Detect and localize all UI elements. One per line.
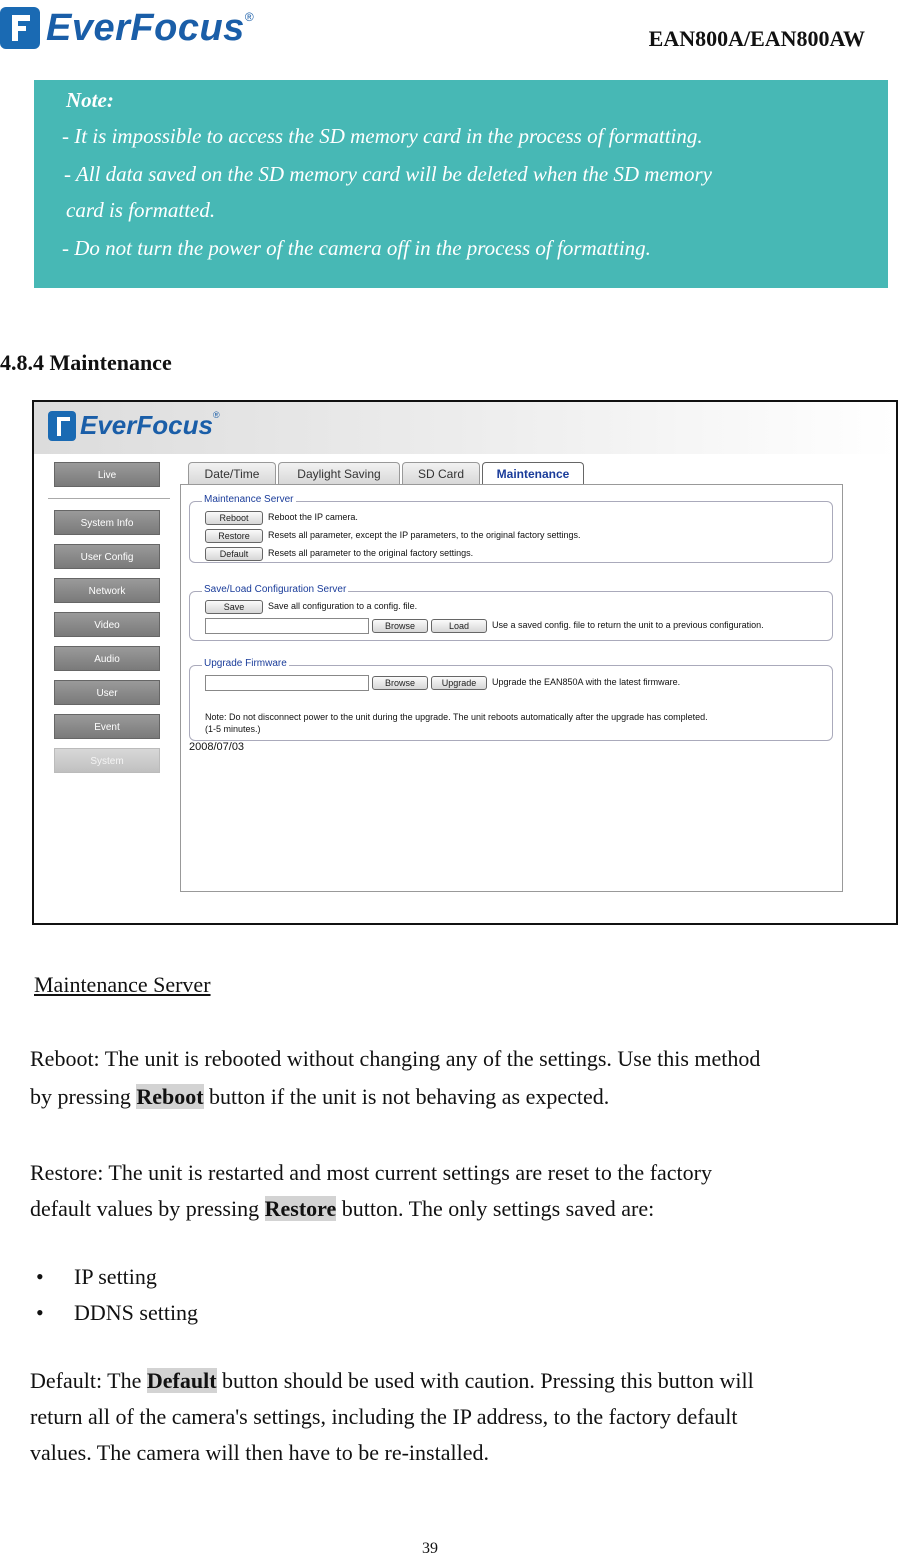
- restore-paragraph-line-1: Restore: The unit is restarted and most current settings are reset to the factory: [30, 1160, 712, 1185]
- save-button[interactable]: Save: [205, 600, 263, 614]
- tab-maintenance[interactable]: Maintenance: [482, 462, 584, 484]
- nav-divider: [48, 498, 170, 499]
- config-server-group: [189, 584, 833, 641]
- restore-button[interactable]: Restore: [205, 529, 263, 543]
- maintenance-server-subheading: Maintenance Server: [34, 972, 211, 997]
- config-file-input[interactable]: [205, 618, 369, 634]
- default-button[interactable]: Default: [205, 547, 263, 561]
- firmware-note: Note: Do not disconnect power to the unit during the upgrade. The unit reboots automatically after the upgrade has completed.: [205, 712, 708, 722]
- firmware-legend: Upgrade Firmware: [204, 658, 287, 669]
- maintenance-server-legend: Maintenance Server: [204, 494, 294, 505]
- screenshot-logo: [48, 410, 220, 441]
- bullet-ip-setting: • IP setting: [36, 1264, 157, 1289]
- firmware-file-input[interactable]: [205, 675, 369, 691]
- save-description: Save all configuration to a config. file.: [268, 601, 418, 611]
- note-title: Note:: [66, 88, 114, 112]
- default-paragraph-line-2: return all of the camera's settings, including the IP address, to the factory default: [30, 1404, 738, 1429]
- section-heading: 4.8.4 Maintenance: [0, 350, 172, 375]
- firmware-browse-button[interactable]: Browse: [372, 676, 428, 690]
- nav-event[interactable]: Event: [54, 714, 160, 739]
- page-number: 39: [422, 1540, 438, 1557]
- bullet-ddns-setting: • DDNS setting: [36, 1300, 199, 1325]
- reboot-paragraph-line-1: Reboot: The unit is rebooted without changing any of the settings. Use this method: [30, 1046, 761, 1071]
- nav-audio[interactable]: Audio: [54, 646, 160, 671]
- note-box: [34, 80, 888, 288]
- restore-paragraph-line-2: default values by pressing Restore button. The only settings saved are:: [30, 1196, 655, 1221]
- firmware-group: [189, 658, 833, 741]
- reboot-paragraph-line-2: by pressing Reboot button if the unit is not behaving as expected.: [30, 1084, 610, 1109]
- load-description: Use a saved config. file to return the unit to a previous configuration.: [492, 620, 764, 630]
- config-server-legend: Save/Load Configuration Server: [204, 584, 347, 595]
- logo-registered-mark: ®: [244, 10, 254, 24]
- screenshot-date: 2008/07/03: [189, 741, 245, 753]
- nav-live[interactable]: Live: [54, 462, 160, 487]
- upgrade-button[interactable]: Upgrade: [431, 676, 487, 690]
- reboot-button[interactable]: Reboot: [205, 511, 263, 525]
- nav-system-info[interactable]: System Info: [54, 510, 160, 535]
- note-line-2a: - All data saved on the SD memory card will be deleted when the SD memory: [64, 162, 712, 186]
- tab-sd-card[interactable]: SD Card: [402, 462, 480, 484]
- reboot-keyword: Reboot: [136, 1084, 204, 1109]
- maintenance-server-group: [189, 494, 833, 563]
- restore-keyword: Restore: [264, 1196, 337, 1221]
- default-paragraph-line-1: Default: The Default button should be used with caution. Pressing this button will: [30, 1368, 754, 1393]
- logo-text: EverFocus: [46, 6, 245, 49]
- nav-video[interactable]: Video: [54, 612, 160, 637]
- reboot-description: Reboot the IP camera.: [268, 512, 358, 522]
- nav-user-config[interactable]: User Config: [54, 544, 160, 569]
- note-line-2b: card is formatted.: [66, 198, 216, 222]
- tab-date-time[interactable]: Date/Time: [188, 462, 276, 484]
- nav-network[interactable]: Network: [54, 578, 160, 603]
- note-line-1: - It is impossible to access the SD memory card in the process of formatting.: [62, 124, 703, 148]
- default-paragraph-line-3: values. The camera will then have to be re-installed.: [30, 1440, 489, 1465]
- config-browse-button[interactable]: Browse: [372, 619, 428, 633]
- screenshot-logo-icon: [48, 411, 76, 441]
- maintenance-screenshot: [32, 400, 898, 925]
- everfocus-logo: [0, 6, 254, 50]
- firmware-note-duration: (1-5 minutes.): [205, 724, 261, 734]
- model-number: EAN800A/EAN800AW: [648, 26, 865, 51]
- maintenance-panel: [180, 484, 843, 892]
- upgrade-description: Upgrade the EAN850A with the latest firmware.: [492, 677, 681, 687]
- default-description: Resets all parameter to the original factory settings.: [268, 548, 474, 558]
- everfocus-logo-icon: [0, 7, 40, 49]
- nav-user[interactable]: User: [54, 680, 160, 705]
- screenshot-logo-reg: ®: [212, 410, 220, 420]
- default-keyword: Default: [146, 1368, 217, 1393]
- tab-daylight-saving[interactable]: Daylight Saving: [278, 462, 400, 484]
- screenshot-logo-text: EverFocus: [80, 410, 213, 440]
- restore-description: Resets all parameter, except the IP parameters, to the original factory settings.: [268, 530, 581, 540]
- nav-system[interactable]: System: [54, 748, 160, 773]
- load-button[interactable]: Load: [431, 619, 487, 633]
- note-line-3: - Do not turn the power of the camera off in the process of formatting.: [62, 236, 651, 260]
